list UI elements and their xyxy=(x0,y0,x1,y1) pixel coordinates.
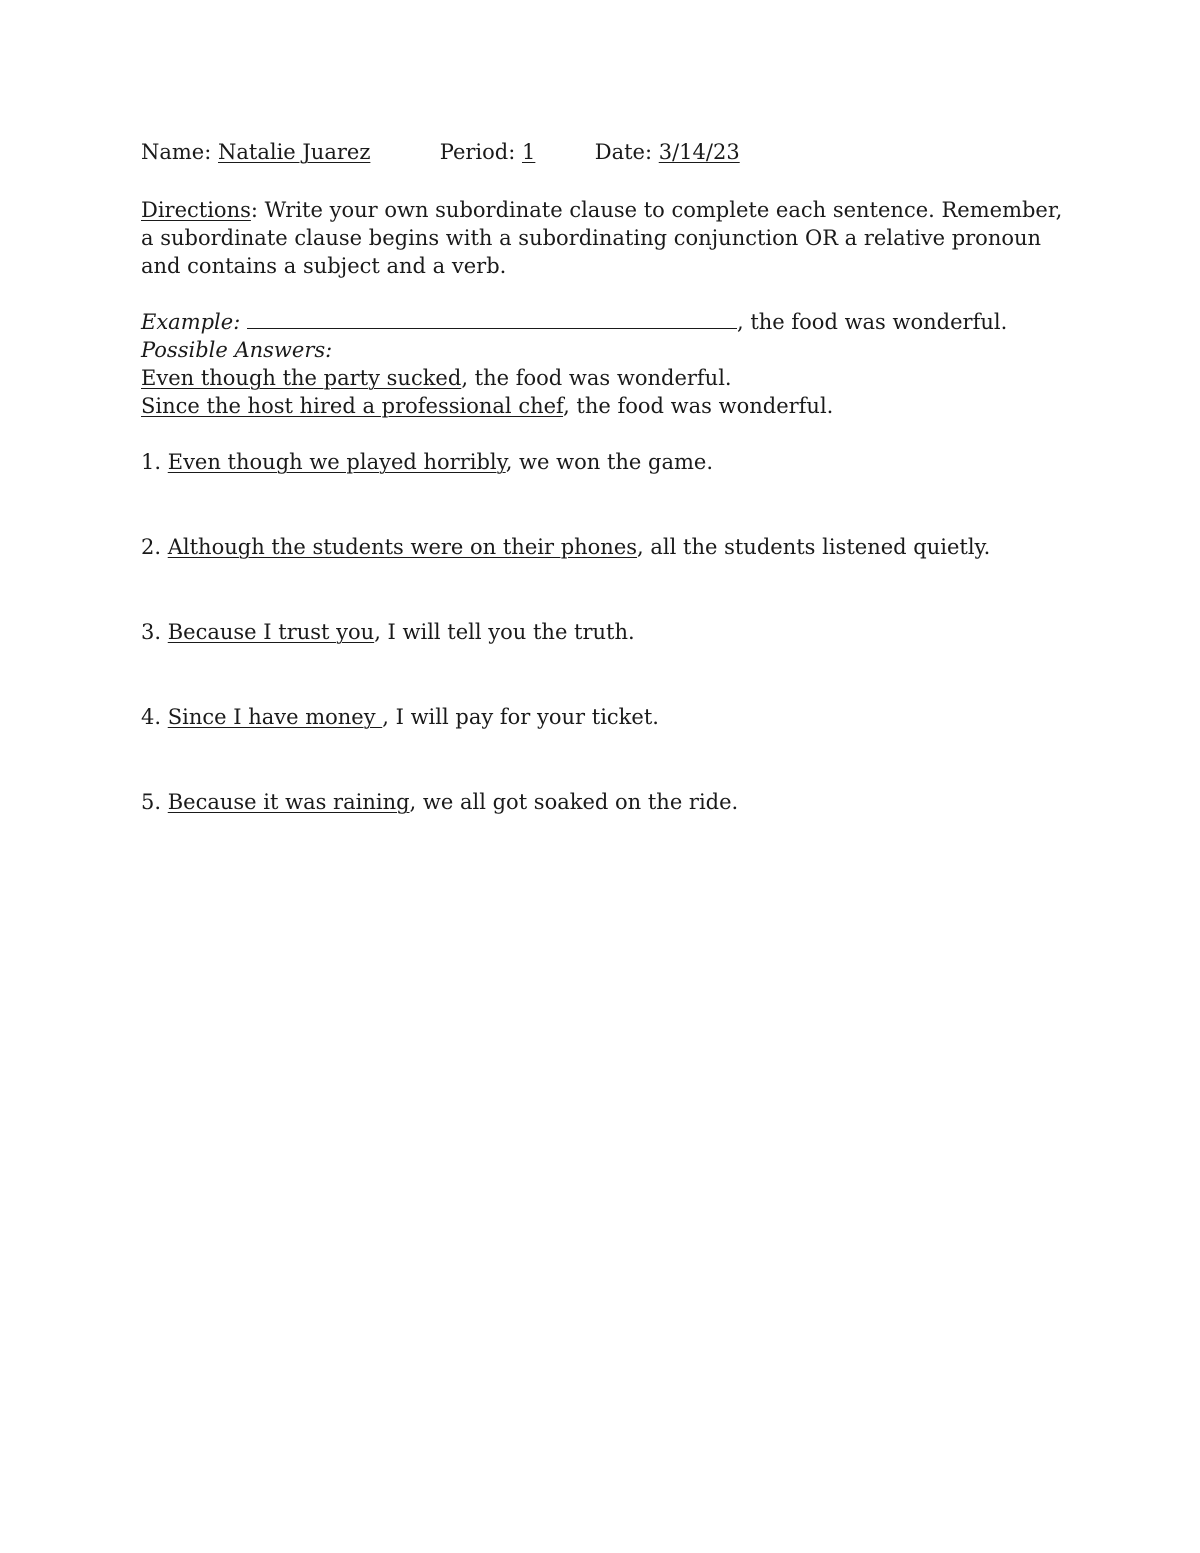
item-number: 5. xyxy=(141,790,162,814)
item-rest: , all the students listened quietly. xyxy=(637,535,991,559)
item-rest: , we won the game. xyxy=(505,450,713,474)
item-rest: , I will tell you the truth. xyxy=(374,620,635,644)
directions-paragraph xyxy=(141,196,1081,280)
directions-text: : Write your own subordinate clause to complete each sentence. Remember, a subordinate clause begins with a subordinating conjunction OR a relative pronoun and contains a subject and a verb. xyxy=(141,198,1063,278)
item-clause: Because it was raining xyxy=(167,790,410,814)
answer-rest: , the food was wonderful. xyxy=(563,394,834,418)
exercise-item xyxy=(141,448,1081,533)
date-value: 3/14/23 xyxy=(658,140,740,164)
item-clause: Although the students were on their phones xyxy=(167,535,638,559)
example-tail: , the food was wonderful. xyxy=(736,310,1008,334)
exercise-list xyxy=(141,448,1081,873)
example-block xyxy=(141,308,1081,420)
item-clause: Since I have money xyxy=(167,705,383,729)
item-number: 1. xyxy=(141,450,162,474)
possible-answers-label: Possible Answers: xyxy=(141,338,333,362)
name-label: Name: xyxy=(141,140,212,164)
item-number: 2. xyxy=(141,535,162,559)
item-number: 4. xyxy=(141,705,162,729)
example-blank-line xyxy=(247,308,737,329)
student-name: Natalie Juarez xyxy=(218,140,371,164)
item-clause: Even though we played horribly xyxy=(167,450,506,474)
worksheet-page xyxy=(141,138,1081,873)
exercise-item xyxy=(141,703,1081,788)
header-row xyxy=(141,138,1081,170)
period-label: Period: xyxy=(439,140,516,164)
exercise-item xyxy=(141,788,1081,873)
date-label: Date: xyxy=(594,140,653,164)
exercise-item xyxy=(141,533,1081,618)
answer-clause: Since the host hired a professional chef xyxy=(141,394,564,418)
exercise-item xyxy=(141,618,1081,703)
directions-label: Directions xyxy=(141,198,251,222)
item-number: 3. xyxy=(141,620,162,644)
example-label: Example: xyxy=(141,310,241,334)
possible-answer-2 xyxy=(141,392,1081,420)
item-rest: , I will pay for your ticket. xyxy=(382,705,659,729)
item-clause: Because I trust you xyxy=(167,620,375,644)
answer-clause: Even though the party sucked xyxy=(141,366,462,390)
answer-rest: , the food was wonderful. xyxy=(461,366,732,390)
period-value: 1 xyxy=(521,140,536,164)
possible-answer-1 xyxy=(141,364,1081,392)
item-rest: , we all got soaked on the ride. xyxy=(409,790,739,814)
example-line xyxy=(141,308,1081,336)
